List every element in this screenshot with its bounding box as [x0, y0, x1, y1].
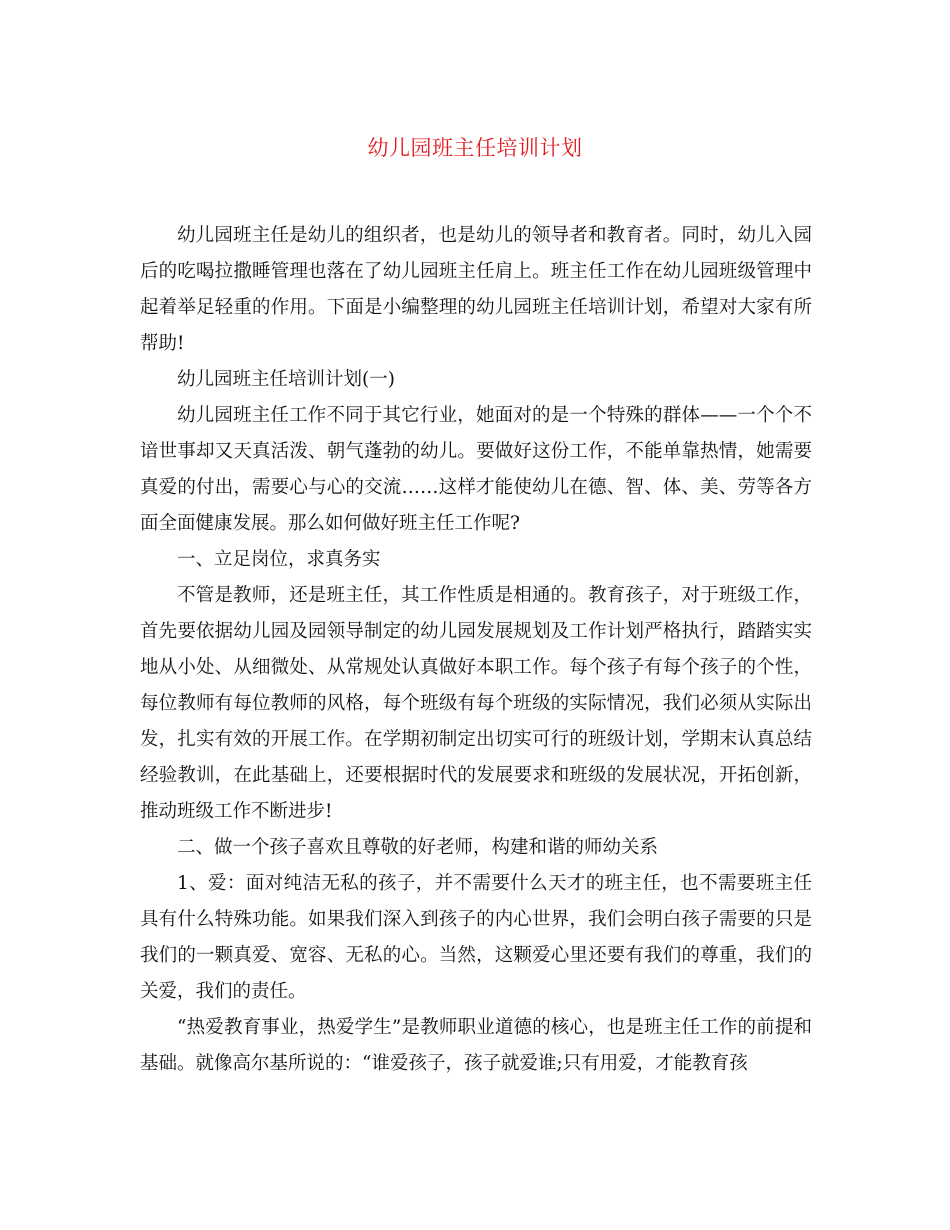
body-paragraph: 不管是教师，还是班主任，其工作性质是相通的。教育孩子，对于班级工作，首先要依据幼儿园及园领导制定的幼儿园发展规划及工作计划严格执行，踏踏实实地从小处、从细微处、从常规处认真做好本职工作。每个孩子有每个孩子的个性，每位教师有每位教师的风格，每个班级有每个班级的实际情况，我们必须从实际出发，扎实有效的开展工作。在学期初制定出切实可行的班级计划，学期末认真总结经验教训，在此基础上，还要根据时代的发展要求和班级的发展状况，开拓创新，推动班级工作不断进步!: [140, 585, 812, 822]
section-heading-two: 二、做一个孩子喜欢且尊敬的好老师，构建和谐的师幼关系: [177, 837, 659, 858]
body-paragraph: “热爱教育事业，热爱学生”是教师职业道德的核心，也是班主任工作的前提和基础。就像高尔基所说的：“谁爱孩子，孩子就爱谁;只有用爱，才能教育孩: [140, 1017, 812, 1074]
body-paragraph: 1、爱：面对纯洁无私的孩子，并不需要什么天才的班主任，也不需要班主任具有什么特殊功能。如果我们深入到孩子的内心世界，我们会明白孩子需要的只是我们的一颗真爱、宽容、无私的心。当然，这颗爱心里还要有我们的尊重，我们的关爱，我们的责任。: [140, 873, 812, 1002]
section-heading-one: 一、立足岗位，求真务实: [177, 549, 381, 570]
intro-paragraph: 幼儿园班主任是幼儿的组织者，也是幼儿的领导者和教育者。同时，幼儿入园后的吃喝拉撒睡管理也落在了幼儿园班主任肩上。班主任工作在幼儿园班级管理中起着举足轻重的作用。下面是小编整理的幼儿园班主任培训计划，希望对大家有所帮助!: [140, 225, 812, 354]
section-heading-plan-one: 幼儿园班主任培训计划(一): [177, 369, 395, 390]
body-paragraph: 幼儿园班主任工作不同于其它行业，她面对的是一个特殊的群体——一个个不谙世事却又天真活泼、朝气蓬勃的幼儿。要做好这份工作，不能单靠热情，她需要真爱的付出，需要心与心的交流……这样才能使幼儿在德、智、体、美、劳等各方面全面健康发展。那么如何做好班主任工作呢?: [140, 405, 812, 534]
document-title: 幼儿园班主任培训计划: [367, 136, 583, 160]
document-body: [140, 218, 812, 1082]
